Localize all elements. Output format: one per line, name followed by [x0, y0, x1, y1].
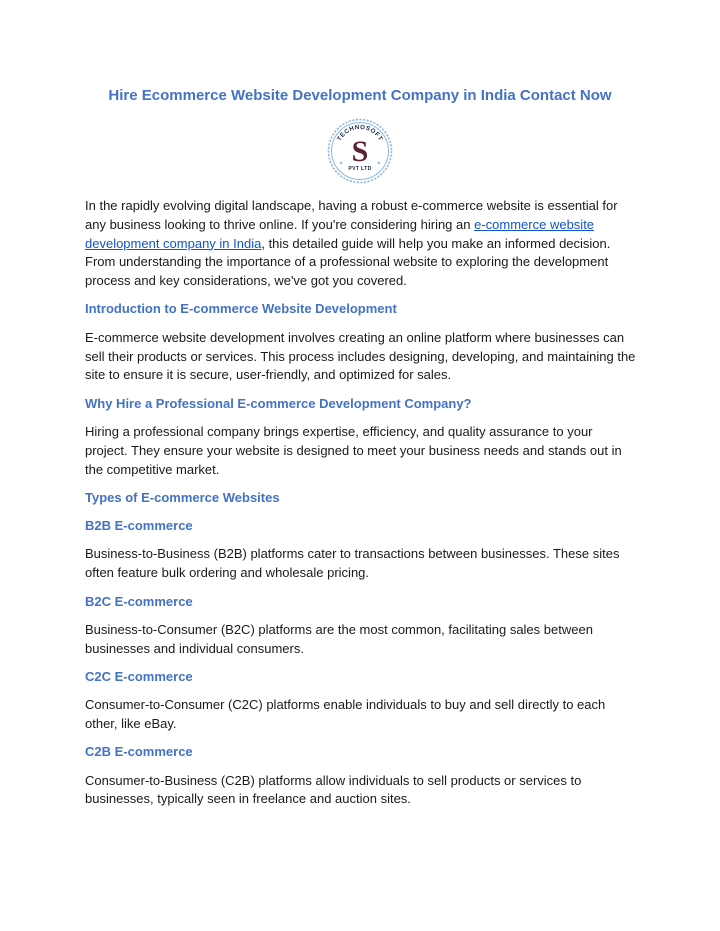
- ecommerce-company-link[interactable]: e-commerce website development company in India: [85, 216, 595, 251]
- section-heading-b2b: B2B E-commerce: [85, 518, 193, 534]
- intro-text-end: , this detailed guide will help you make an informed decision. From understanding the importance of a professional website to exploring the development process and key considerations, we've got you covered.: [85, 235, 611, 289]
- section-body-c2b: Consumer-to-Business (C2B) platforms allow individuals to sell products or services to businesses, typically seen in freelance and auction sites.: [85, 772, 582, 807]
- logo-graphic: [327, 118, 393, 184]
- intro-text-start: In the rapidly evolving digital landscape, having a robust e-commerce website is essential for any business looking to thrive online. If you're considering hiring an: [85, 198, 618, 232]
- section-heading-introduction: Introduction to E-commerce Website Development: [85, 301, 397, 317]
- section-heading-b2c: B2C E-commerce: [85, 593, 193, 609]
- technosoft-logo: [327, 118, 393, 184]
- logo-letter: S: [351, 135, 369, 168]
- section-heading-c2c: C2C E-commerce: [85, 668, 193, 684]
- intro-paragraph: [85, 197, 637, 291]
- section-body-c2c: Consumer-to-Consumer (C2C) platforms enable individuals to buy and sell directly to each other, like eBay.: [85, 697, 606, 732]
- section-heading-c2b: C2B E-commerce: [85, 744, 193, 760]
- section-body-why-hire: Hiring a professional company brings expertise, efficiency, and quality assurance to your project. They ensure your website is designed to meet your business needs and stands out in the competitive market.: [85, 423, 622, 477]
- section-body-introduction: E-commerce website development involves creating an online platform where businesses can sell their products or services. This process includes designing, developing, and maintaining the site to ensure it is secure, user-friendly, and optimized for sales.: [85, 329, 636, 383]
- logo-bottom-text: PVT LTD: [348, 166, 372, 172]
- section-heading-types: Types of E-commerce Websites: [85, 489, 280, 505]
- page-title: Hire Ecommerce Website Development Company in India Contact Now: [108, 87, 612, 104]
- section-body-b2b: Business-to-Business (B2B) platforms cater to transactions between businesses. These sites often feature bulk ordering and wholesale pricing.: [85, 546, 620, 581]
- article-content: [85, 197, 637, 819]
- logo-top-text: TECHNOSOFT: [335, 123, 385, 143]
- section-body-b2c: Business-to-Consumer (B2C) platforms are the most common, facilitating sales between businesses and individual consumers.: [85, 621, 593, 656]
- section-heading-why-hire: Why Hire a Professional E-commerce Development Company?: [85, 395, 472, 411]
